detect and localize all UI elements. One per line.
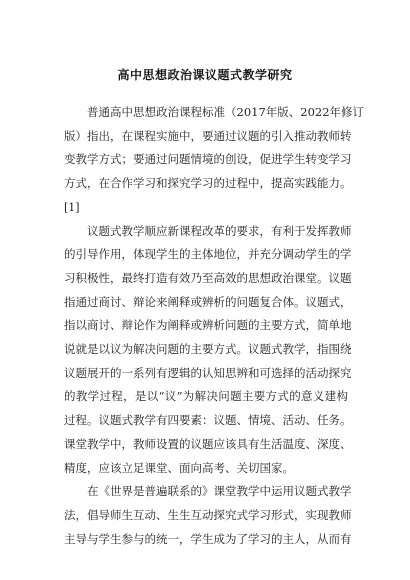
text-line: 普通高中思想政治课程标准（2017年版、2022年修订 (87, 105, 365, 119)
text-line: 习积极性，最终打造有效乃至高效的思想政治课堂。议题 (64, 270, 352, 285)
text-line: 议题展开的一系列有逻辑的认知思辨和可选择的活动探究 (64, 365, 352, 380)
text-line: 方式，在合作学习和探究学习的过程中，提高实践能力。 (64, 176, 352, 191)
text-line: 的引导作用，体现学生的主体地位，并充分调动学生的学 (64, 247, 352, 262)
text-line: 说就是以议为解决问题的主要方式。议题式教学，指围绕 (64, 342, 352, 357)
document-title: 高中思想政治课议题式教学研究 (117, 68, 293, 82)
text-line: 课堂教学中，教师设置的议题应该具有生活温度、深度、 (64, 436, 352, 451)
text-line: 在《世界是普遍联系的》课堂教学中运用议题式教学 (87, 484, 352, 499)
text-line: 精度，应该立足课堂、面向高考、关切国家。 (64, 460, 294, 475)
paragraph-1 (64, 101, 365, 220)
text-line: 指以商讨、辩论作为阐释或辨析问题的主要方式，简单地 (64, 318, 352, 333)
text-line: 议题式教学顺应新课程改革的要求，有利于发挥教师 (87, 223, 352, 238)
paragraph-3 (64, 480, 352, 551)
text-line: 过程。议题式教学有四要素：议题、情境、活动、任务。 (64, 413, 352, 428)
paragraph-2 (64, 220, 352, 481)
text-line: 主导与学生参与的统一，学生成为了学习的主人，从而有 (64, 531, 352, 546)
text-line: 的教学过程，是以“议”为解决问题主要方式的意义建构 (64, 389, 348, 404)
text-line: 版）指出，在课程实施中，要通过议题的引入推动教师转 (64, 128, 352, 143)
text-line: 变教学方式；要通过问题情境的创设，促进学生转变学习 (64, 152, 352, 167)
text-line: 法，倡导师生互动、生生互动探究式学习形式，实现教师 (64, 507, 352, 522)
citation-marker: [1] (64, 200, 80, 214)
text-line: 指通过商讨、辩论来阐释或辨析的问题复合体。议题式， (64, 294, 352, 309)
document-body (64, 101, 365, 551)
